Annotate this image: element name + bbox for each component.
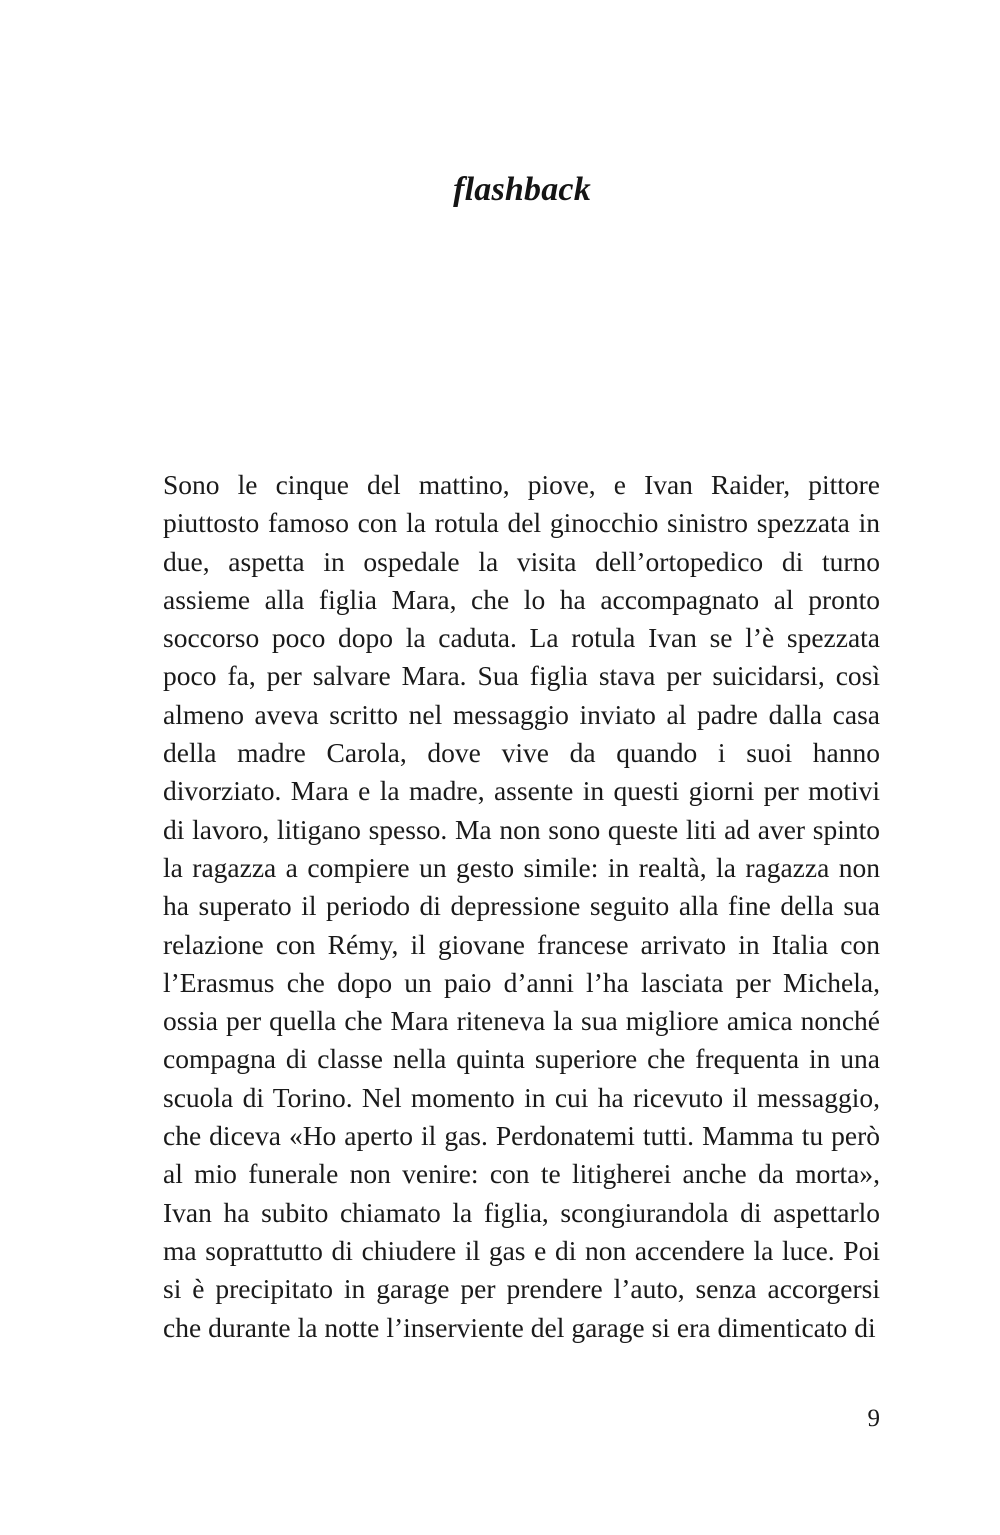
body-paragraph: Sono le cinque del mattino, piove, e Ivan Raider, pittore piuttosto famoso con la rotula del ginocchio sinistro spezzata in due, aspetta in ospedale la visita dell’ortopedico di turno assieme alla figlia Mara, che lo ha accompagnato al pronto soccorso poco dopo la caduta. La rotula Ivan se l’è spezzata poco fa, per salvare Mara. Sua figlia stava per suicidarsi, così almeno aveva scritto nel messaggio inviato al padre dalla casa della madre Carola, dove vive da quando i suoi hanno divorziato. Mara e la madre, assente in questi giorni per motivi di lavoro, litigano spesso. Ma non sono queste liti ad aver spinto la ragazza a compiere un gesto simile: in realtà, la ragazza non ha superato il periodo di depressione seguito alla fine della sua relazione con Rémy, il giovane francese arrivato in Italia con l’Erasmus che dopo un paio d’anni l’ha lasciata per Michela, ossia per quella che Mara riteneva la sua migliore amica nonché compagna di classe nella quinta superiore che frequenta in una scuola di Torino. Nel momento in cui ha ricevuto il messaggio, che diceva «Ho aperto il gas. Perdonatemi tutti. Mamma tu però al mio funerale non venire: con te litigherei anche da morta», Ivan ha subito chiamato la figlia, scongiurandola di aspettarlo ma soprattutto di chiudere il gas e di non accendere la luce. Poi si è precipitato in garage per prendere l’auto, senza accorgersi che durante la notte l’inserviente del garage si era dimenticato di [163,469,880,1343]
body-text-block [163,466,880,1347]
page-number: 9 [867,1405,880,1432]
chapter-title: flashback [453,170,591,208]
